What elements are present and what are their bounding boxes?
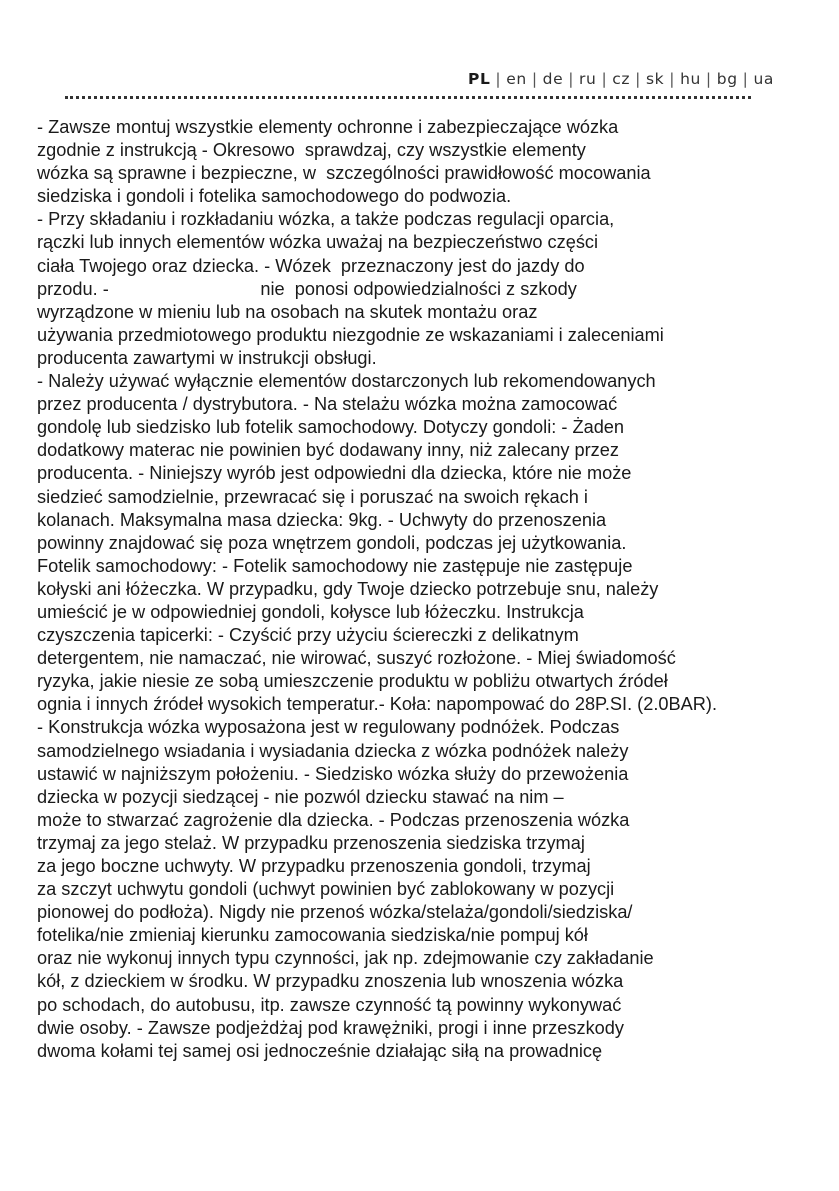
body-line: fotelika/nie zmieniaj kierunku zamocowania siedziska/nie pompuj kół [37,925,588,946]
body-line: wózka są sprawne i bezpieczne, w szczególności prawidłowość mocowania [37,163,651,184]
lang-separator: | [635,70,641,88]
body-line: producenta. - Niniejszy wyrób jest odpowiedni dla dziecka, które nie może [37,463,632,484]
body-line: dziecka w pozycji siedzącej - nie pozwól dziecku stawać na nim – [37,786,564,807]
body-line: - Konstrukcja wózka wyposażona jest w regulowany podnóżek. Podczas [37,717,620,738]
body-line: dwie osoby. - Zawsze podjeżdżaj pod krawężniki, progi i inne przeszkody [37,1017,624,1038]
body-line: ciała Twojego oraz dziecka. - Wózek przeznaczony jest do jazdy do [37,255,585,276]
lang-separator: | [531,70,538,88]
lang-hu[interactable]: hu [680,70,701,88]
lang-separator: | [568,70,575,88]
body-line: siedzieć samodzielnie, przewracać się i poruszać na swoich rękach i [37,486,588,507]
lang-pl[interactable]: PL [467,70,491,88]
body-line: - Przy składaniu i rozkładaniu wózka, a także podczas regulacji oparcia, [37,209,615,230]
body-line: samodzielnego wsiadania i wysiadania dziecka z wózka podnóżek należy [37,740,629,761]
body-line: kolanach. Maksymalna masa dziecka: 9kg. - Uchwyty do przenoszenia [37,509,607,530]
header-divider [65,96,751,99]
body-line: dwoma kołami tej samej osi jednocześnie działając siłą na prowadnicę [37,1040,603,1061]
lang-cz[interactable]: cz [612,70,631,88]
body-line: używania przedmiotowego produktu niezgodnie ze wskazaniami i zaleceniami [37,324,664,345]
body-line: kołyski ani łóżeczka. W przypadku, gdy Twoje dziecko potrzebuje snu, należy [37,578,659,599]
lang-separator: | [495,70,502,88]
body-line: detergentem, nie namaczać, nie wirować, suszyć rozłożone. - Miej świadomość [37,648,676,669]
body-line: rączki lub innych elementów wózka uważaj na bezpieczeństwo części [37,232,599,253]
body-line: gondolę lub siedzisko lub fotelik samochodowy. Dotyczy gondoli: - Żaden [37,417,625,438]
body-line: - Zawsze montuj wszystkie elementy ochronne i zabezpieczające wózka [37,117,619,137]
body-line: powinny znajdować się poza wnętrzem gondoli, podczas jej użytkowania. [37,532,627,553]
body-line: przodu. - nie ponosi odpowiedzialności z szkody [37,278,577,299]
lang-separator: | [705,70,712,88]
body-line: umieścić je w odpowiedniej gondoli, kołysce lub łóżeczku. Instrukcja [37,601,584,622]
body-line: siedziska i gondoli i fotelika samochodowego do podwozia. [37,186,512,207]
lang-bg[interactable]: bg [716,70,738,88]
body-line: za jego boczne uchwyty. W przypadku przenoszenia gondoli, trzymaj [37,856,591,876]
body-line: zgodnie z instrukcją - Okresowo sprawdzaj, czy wszystkie elementy [37,140,586,161]
body-line: dodatkowy materac nie powinien być dodawany inny, niż zalecany przez [37,440,619,461]
lang-de[interactable]: de [542,70,564,88]
body-line: czyszczenia tapicerki: - Czyścić przy użyciu ściereczki z delikatnym [37,625,579,646]
body-line: - Należy używać wyłącznie elementów dostarczonych lub rekomendowanych [37,371,656,392]
body-line: producenta zawartymi w instrukcji obsługi. [37,347,377,368]
lang-en[interactable]: en [506,70,527,88]
body-line: wyrządzone w mieniu lub na osobach na skutek montażu oraz [37,301,538,322]
body-line: trzymaj za jego stelaż. W przypadku przenoszenia siedziska trzymaj [37,832,585,853]
body-line: ustawić w najniższym położeniu. - Siedzisko wózka służy do przewożenia [37,763,629,784]
body-line: Fotelik samochodowy: - Fotelik samochodowy nie zastępuje nie zastępuje [37,555,633,576]
lang-ua[interactable]: ua [753,70,774,88]
body-line: przez producenta / dystrybutora. - Na stelażu wózka można zamocować [37,394,618,415]
lang-ru[interactable]: ru [579,70,597,88]
body-line: pionowej do podłoża). Nigdy nie przenoś wózka/stelaża/gondoli/siedziska/ [37,902,633,923]
lang-separator: | [669,70,676,88]
body-line: może to stwarzać zagrożenie dla dziecka. - Podczas przenoszenia wózka [37,809,630,830]
body-line: ryzyka, jakie niesie ze sobą umieszczenie produktu w pobliżu otwartych źródeł [37,671,668,692]
body-line: po schodach, do autobusu, itp. zawsze czynność tą powinny wykonywać [37,994,622,1015]
language-nav [468,70,774,88]
body-line: oraz nie wykonuj innych typu czynności, jak np. zdejmowanie czy zakładanie [37,948,654,969]
instruction-body [37,116,827,1063]
body-line: ognia i innych źródeł wysokich temperatur.- Koła: napompować do 28P.SI. (2.0BAR). [37,694,718,715]
lang-separator: | [601,70,608,88]
lang-sk[interactable]: sk [645,70,665,88]
body-line: kół, z dzieckiem w środku. W przypadku znoszenia lub wnoszenia wózka [37,971,624,992]
body-line: za szczyt uchwytu gondoli (uchwyt powinien być zablokowany w pozycji [37,879,615,900]
lang-separator: | [742,70,749,88]
